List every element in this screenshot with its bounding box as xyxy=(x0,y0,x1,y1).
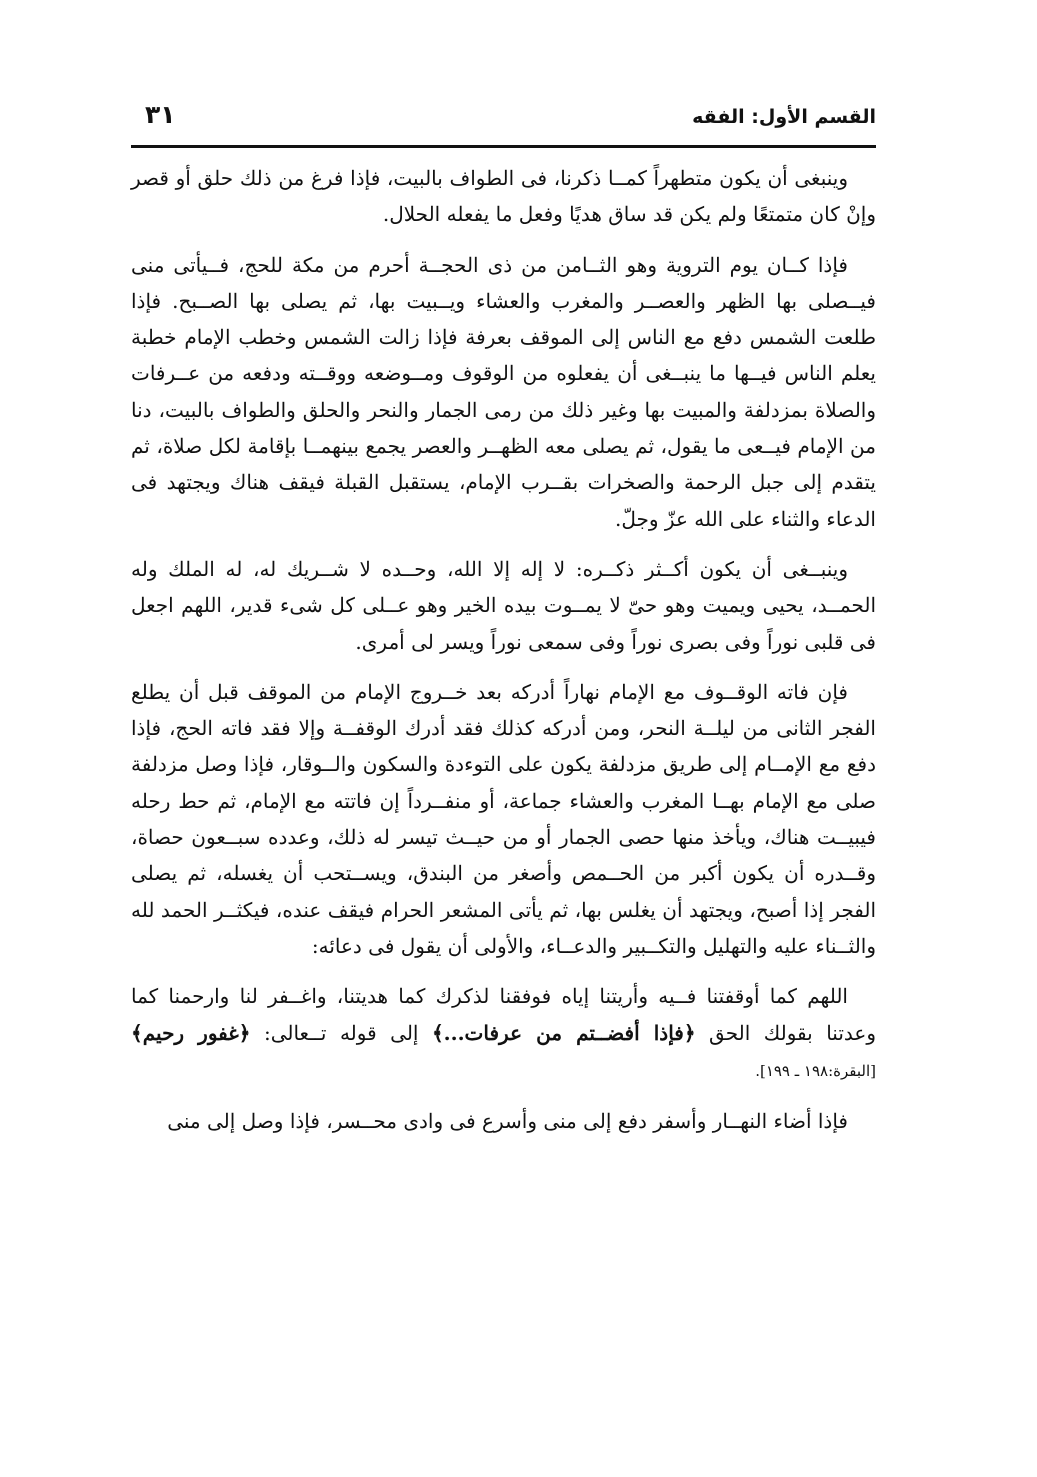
paragraph: وينبــغى أن يكون أكــثر ذكــره: لا إله إلا الله، وحــده لا شــريك له، له الملك وله الحمــد، يحيى ويميت وهو حىّ لا يمــوت بيده الخير وهو عــلى كل شىء قدير، اللهم اجعل فى قلبى نوراً وفى بصرى نوراً وفى سمعى نوراً ويسر لى أمرى. xyxy=(131,556,876,654)
prayer-text: اللهم كما أوقفتنا فــيه وأريتنا إياه فوفقنا لذكرك كما هديتنا، واغــفر لنا وارحمنا كما وعدتنا بقولك الحق xyxy=(131,984,876,1045)
quran-verse-end: ﴿غفور رحيم﴾ xyxy=(131,1020,251,1045)
prayer-paragraph xyxy=(131,978,876,1089)
section-title: القسم الأول: الفقه xyxy=(692,106,876,128)
paragraph: فإذا كــان يوم التروية وهو الثــامن من ذى الحجــة أحرم من مكة للحج، فــيأتى منى فيــصلى بها الظهر والعصــر والمغرب والعشاء ويــبيت بها، ثم يصلى بها الصــبح. فإذا طلعت الشمس دفع مع الناس إلى الموقف بعرفة فإذا زالت الشمس وخطب الإمام خطبة يعلم الناس فيــها ما ينبــغى أن يفعلوه من الوقوف ومــوضعه ووقــته ودفعه من عــرفات والصلاة بمزدلفة والمبيت بها وغير ذلك من رمى الجمار والنحر والحلق والطواف بالبيت، دنا من الإمام فيــعى ما يقول، ثم يصلى معه الظهــر والعصر يجمع بينهمــا بإقامة لكل صلاة، ثم يتقدم إلى جبل الرحمة والصخرات بقــرب الإمام، يستقبل القبلة فيقف هناك ويجتهد فى الدعاء والثناء على الله عزّ وجلّ. xyxy=(131,252,876,531)
page-number: ٣١ xyxy=(145,100,176,129)
header-divider xyxy=(131,145,876,148)
quran-verse-start: ﴿فإذا أفضــتم من عرفات...﴾ xyxy=(431,1020,696,1045)
verse-connector: إلى قوله تــعالى: xyxy=(263,1020,419,1045)
quran-citation: [البقرة:١٩٨ ـ ١٩٩]. xyxy=(755,1061,876,1080)
paragraph: وينبغى أن يكون متطهراً كمــا ذكرنا، فى الطواف بالبيت، فإذا فرغ من ذلك حلق أو قصر وإنْ كان متمتعًا ولم يكن قد ساق هديًا وفعل ما يفعله الحلال. xyxy=(131,166,876,227)
paragraph: فإذا أضاء النهــار وأسفر دفع إلى منى وأسرع فى وادى محــسر، فإذا وصل إلى منى xyxy=(167,1109,848,1134)
paragraph: فإن فاته الوقــوف مع الإمام نهاراً أدركه بعد خــروج الإمام من الموقف قبل أن يطلع الفجر الثانى من ليلــة النحر، ومن أدركه كذلك فقد أدرك الوقفــة وإلا فقد فاته الحج، فإذا دفع مع الإمــام إلى طريق مزدلفة يكون على التوءدة والسكون والــوقار، فإذا وصل مزدلفة صلى مع الإمام بهــا المغرب والعشاء جماعة، أو منفــرداً إن فاتته مع الإمام، ثم حط رحله فيبيــت هناك، ويأخذ منها حصى الجمار أو من حيــث تيسر له ذلك، وعدده سبــعون حصاة، وقــدره أن يكون أكبر من الحــمص وأصغر من البندق، ويســتحب أن يغسله، ثم يصلى الفجر إذا أصبح، ويجتهد أن يغلس بها، ثم يأتى المشعر الحرام فيقف عنده، فيكثــر الحمد لله والثــناء عليه والتهليل والتكــبير والدعــاء، والأولى أن يقول فى دعائه: xyxy=(131,679,876,958)
page-header xyxy=(131,100,876,144)
body-text xyxy=(131,160,876,1153)
